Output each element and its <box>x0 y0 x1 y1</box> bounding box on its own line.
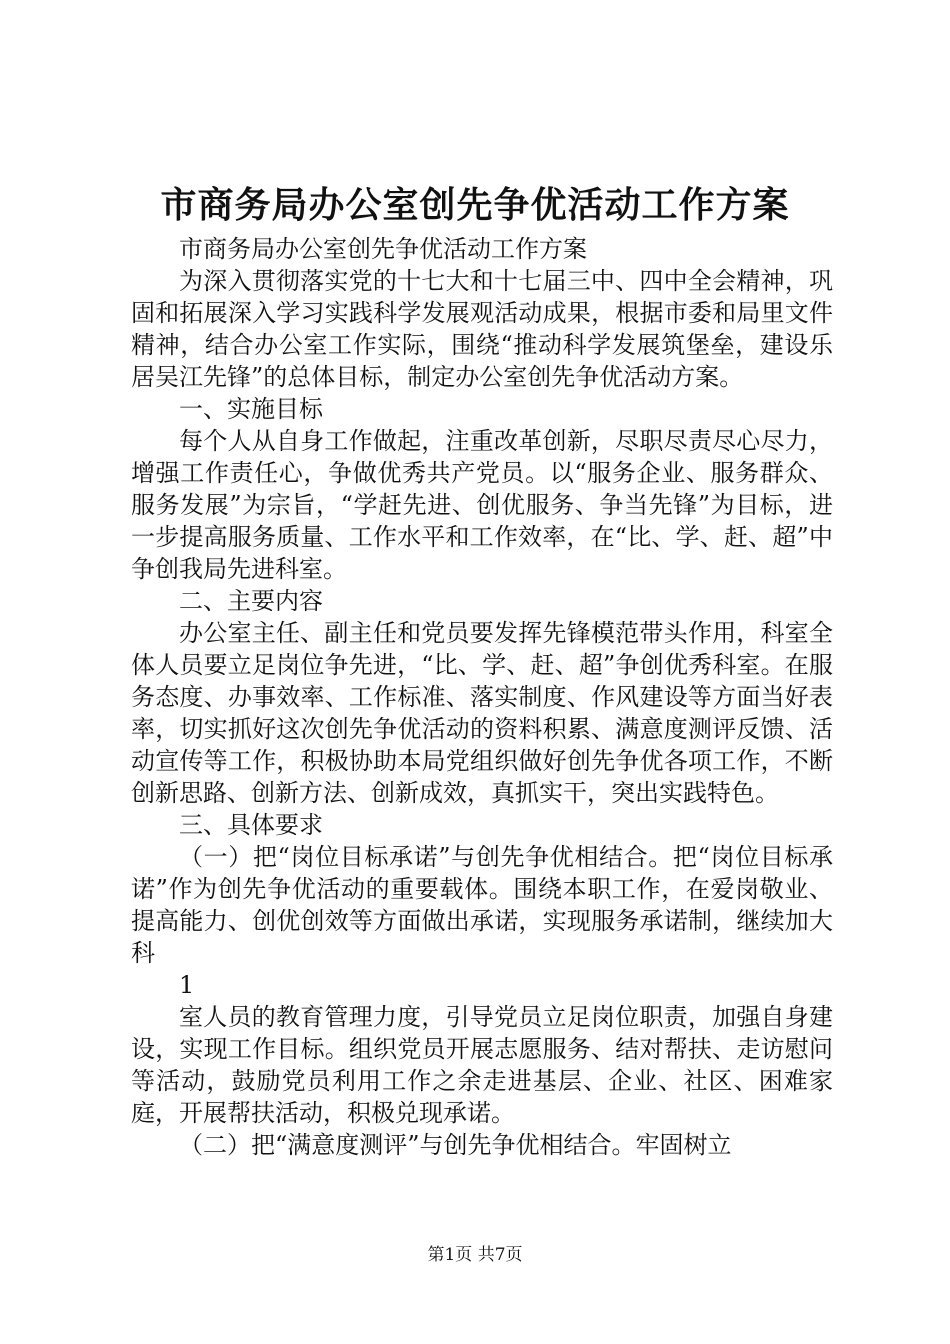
page-footer: 第1页 共7页 <box>427 1245 523 1265</box>
section-heading-goals: 一、实施目标 <box>179 395 323 423</box>
document-title: 市商务局办公室创先争优活动工作方案 <box>160 184 790 226</box>
paragraph-requirement-1: （一）把“岗位目标承诺”与创先争优相结合。把“岗位目标承诺”作为创先争优活动的重要载体。围绕本职工作，在爱岗敬业、提高能力、创优创效等方面做出承诺，实现服务承诺制，继续加大科 <box>131 843 833 967</box>
section-heading-content: 二、主要内容 <box>179 587 323 615</box>
paragraph-content: 办公室主任、副主任和党员要发挥先锋模范带头作用，科室全体人员要立足岗位争先进，“比、学、赶、超”争创优秀科室。在服务态度、办事效率、工作标准、落实制度、作风建设等方面当好表率，切实抓好这次创先争优活动的资料积累、满意度测评反馈、活动宣传等工作，积极协助本局党组织做好创先争优各项工作，不断创新思路、创新方法、创新成效，真抓实干，突出实践特色。 <box>131 619 833 807</box>
paragraph-requirement-1-cont: 室人员的教育管理力度，引导党员立足岗位职责，加强自身建设，实现工作目标。组织党员开展志愿服务、结对帮扶、走访慰问等活动，鼓励党员利用工作之余走进基层、企业、社区、困难家庭，开展帮扶活动，积极兑现承诺。 <box>131 1003 833 1127</box>
paragraph-goals: 每个人从自身工作做起，注重改革创新，尽职尽责尽心尽力，增强工作责任心，争做优秀共产党员。以“服务企业、服务群众、服务发展”为宗旨，“学赶先进、创优服务、争当先锋”为目标，进一步提高服务质量、工作水平和工作效率，在“比、学、赶、超”中争创我局先进科室。 <box>131 427 833 583</box>
paragraph-intro: 为深入贯彻落实党的十七大和十七届三中、四中全会精神，巩固和拓展深入学习实践科学发展观活动成果，根据市委和局里文件精神，结合办公室工作实际，围绕“推动科学发展筑堡垒，建设乐居吴江先锋”的总体目标，制定办公室创先争优活动方案。 <box>131 267 833 391</box>
document-body <box>131 233 833 1161</box>
paragraph-subtitle: 市商务局办公室创先争优活动工作方案 <box>179 235 587 263</box>
page-number-marker: 1 <box>179 971 195 999</box>
paragraph-requirement-2: （二）把“满意度测评”与创先争优相结合。牢固树立 <box>179 1131 732 1159</box>
section-heading-requirements: 三、具体要求 <box>179 811 323 839</box>
